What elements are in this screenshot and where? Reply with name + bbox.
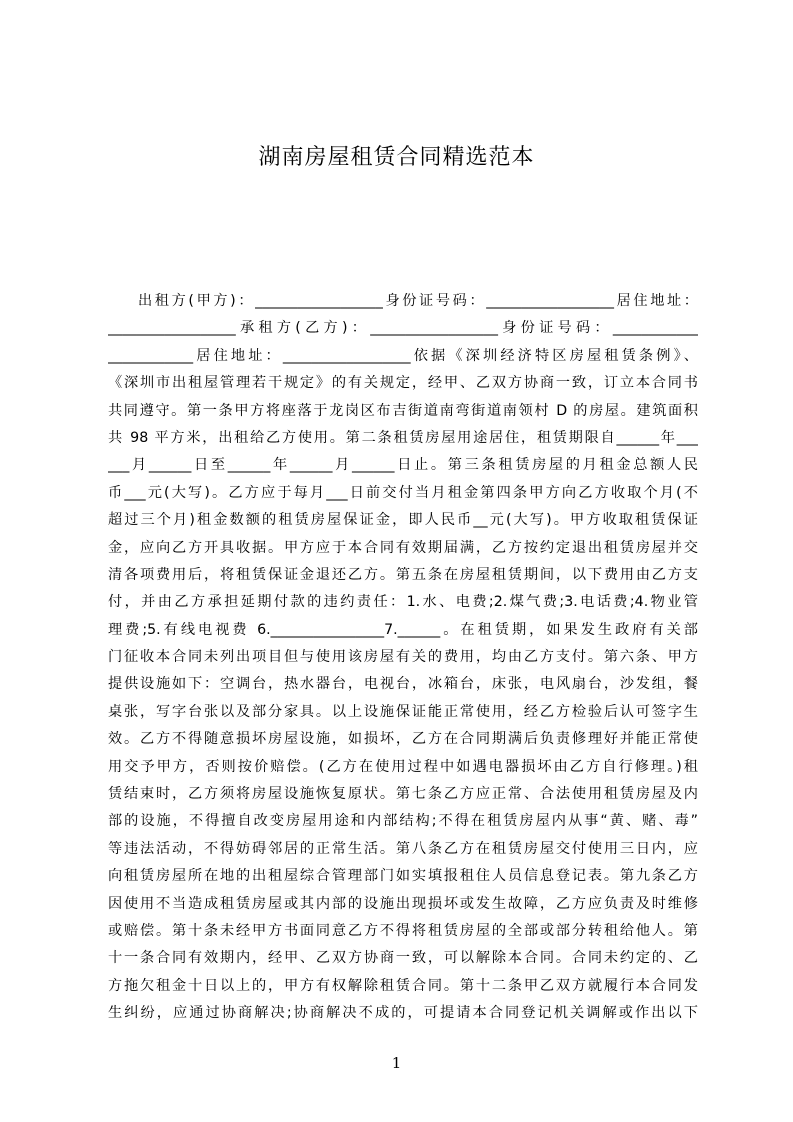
- body-line: 理费;5.有线电视费 6.________________7.______。在租赁期，如果发生政府有关部: [108, 621, 698, 638]
- body-line: 提供设施如下：空调台，热水器台，电视台，冰箱台，床张，电风扇台，沙发组，餐: [108, 676, 698, 693]
- body-line: ____________居住地址：__________________依据《深圳经济特区房屋租赁条例》、: [108, 347, 698, 364]
- body-line: 《深圳市出租屋管理若干规定》的有关规定，经甲、乙双方协商一致，订立本合同书: [108, 375, 698, 392]
- body-line: 币___元(大写)。乙方应于每月___日前交付当月租金第四条甲方向乙方收取个月(不: [108, 484, 698, 501]
- body-line: 出租方(甲方)：__________________身份证号码：__________________居住地址：: [138, 293, 698, 309]
- page-number: 1: [391, 1054, 402, 1072]
- document-title: 湖南房屋租赁合同精选范本: [258, 145, 535, 170]
- body-line: 部的设施，不得擅自改变房屋用途和内部结构;不得在租赁房屋内从事“黄、赌、毒”: [108, 813, 698, 830]
- body-line: ___月______日至______年______月______日止。第三条租赁房屋的月租金总额人民: [108, 457, 698, 474]
- body-line: 赁结束时，乙方须将房屋设施恢复原状。第七条乙方应正常、合法使用租赁房屋及内: [108, 786, 698, 803]
- body-line: 桌张，写字台张以及部分家具。以上设施保证能正常使用，经乙方检验后认可签字生: [108, 703, 698, 720]
- body-line: __________________承租方(乙方)：__________________身份证号码：____________: [108, 320, 698, 337]
- body-line: 十一条合同有效期内，经甲、乙双方协商一致，可以解除本合同。合同未约定的、乙: [108, 950, 698, 967]
- body-line: 付，并由乙方承担延期付款的违约责任：1.水、电费;2.煤气费;3.电话费;4.物业管: [108, 594, 698, 611]
- body-line: 效。乙方不得随意损坏房屋设施，如损坏，乙方在合同期满后负责修理好并能正常使: [108, 731, 698, 748]
- body-line: 共 98 平方米，出租给乙方使用。第二条租赁房屋用途居住，租赁期限自______年___: [108, 429, 698, 446]
- body-line: 门征收本合同未列出项目但与使用该房屋有关的费用，均由乙方支付。第六条、甲方: [108, 649, 698, 666]
- body-line: 或赔偿。第十条未经甲方书面同意乙方不得将租赁房屋的全部或部分转租给他人。第: [108, 922, 698, 939]
- body-line: 金，应向乙方开具收据。甲方应于本合同有效期届满，乙方按约定退出租赁房屋并交: [108, 539, 698, 556]
- body-line: 方拖欠租金十日以上的，甲方有权解除租赁合同。第十二条甲乙双方就履行本合同发: [108, 977, 698, 994]
- body-line: 超过三个月)租金数额的租赁房屋保证金，即人民币__元(大写)。甲方收取租赁保证: [108, 512, 698, 529]
- body-line: 共同遵守。第一条甲方将座落于龙岗区布吉街道南弯街道南领村 D 的房屋。建筑面积: [108, 402, 698, 419]
- body-line: 因使用不当造成租赁房屋或其内部的设施出现损坏或发生故障，乙方应负责及时维修: [108, 895, 698, 912]
- body-line: 清各项费用后，将租赁保证金退还乙方。第五条在房屋租赁期间，以下费用由乙方支: [108, 566, 698, 583]
- body-line: 向租赁房屋所在地的出租屋综合管理部门如实填报租住人员信息登记表。第九条乙方: [108, 868, 698, 885]
- body-line: 生纠纷，应通过协商解决;协商解决不成的，可提请本合同登记机关调解或作出以下: [108, 1005, 698, 1022]
- body-line: 等违法活动，不得妨碍邻居的正常生活。第八条乙方在租赁房屋交付使用三日内，应: [108, 840, 698, 857]
- contract-body: [108, 288, 698, 1028]
- body-line: 用交予甲方，否则按价赔偿。(乙方在使用过程中如遇电器损坏由乙方自行修理。)租: [108, 758, 698, 775]
